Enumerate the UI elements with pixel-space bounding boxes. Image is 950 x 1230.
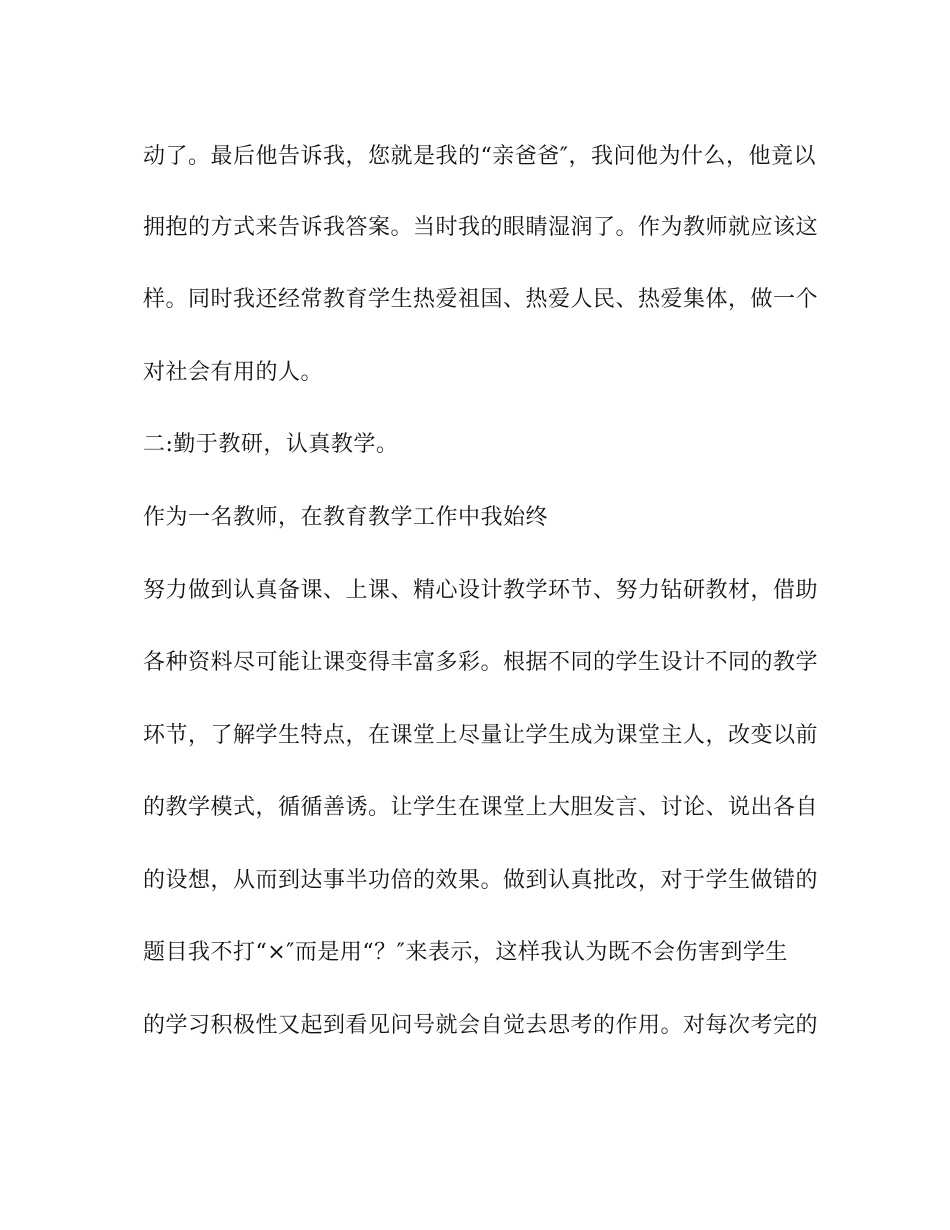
paragraph-line: 样。同时我还经常教育学生热爱祖国、热爱人民、热爱集体，做一个 <box>143 287 819 312</box>
paragraph-line: 拥抱的方式来告诉我答案。当时我的眼睛湿润了。作为教师就应该这 <box>143 215 819 240</box>
paragraph-line: 环节，了解学生特点，在课堂上尽量让学生成为课堂主人，改变以前 <box>143 723 819 748</box>
paragraph-line: 题目我不打“×″而是用“？″来表示，这样我认为既不会伤害到学生 <box>143 940 788 965</box>
paragraph-line: 作为一名教师，在教育教学工作中我始终 <box>143 505 549 530</box>
paragraph-line: 动了。最后他告诉我，您就是我的“亲爸爸″，我问他为什么，他竟以 <box>143 144 816 169</box>
paragraph-line: 努力做到认真备课、上课、精心设计教学环节、努力钻研教材，借助 <box>143 578 819 603</box>
paragraph-line: 对社会有用的人。 <box>143 360 324 385</box>
paragraph-line: 的学习积极性又起到看见问号就会自觉去思考的作用。对每次考完的 <box>143 1013 819 1038</box>
paragraph-line: 的设想，从而到达事半功倍的效果。做到认真批改，对于学生做错的 <box>143 868 819 893</box>
paragraph-line: 的教学模式，循循善诱。让学生在课堂上大胆发言、讨论、说出各自 <box>143 795 819 820</box>
paragraph-line: 各种资料尽可能让课变得丰富多彩。根据不同的学生设计不同的教学 <box>143 650 819 675</box>
section-heading: 二:勤于教研，认真教学。 <box>143 432 399 457</box>
